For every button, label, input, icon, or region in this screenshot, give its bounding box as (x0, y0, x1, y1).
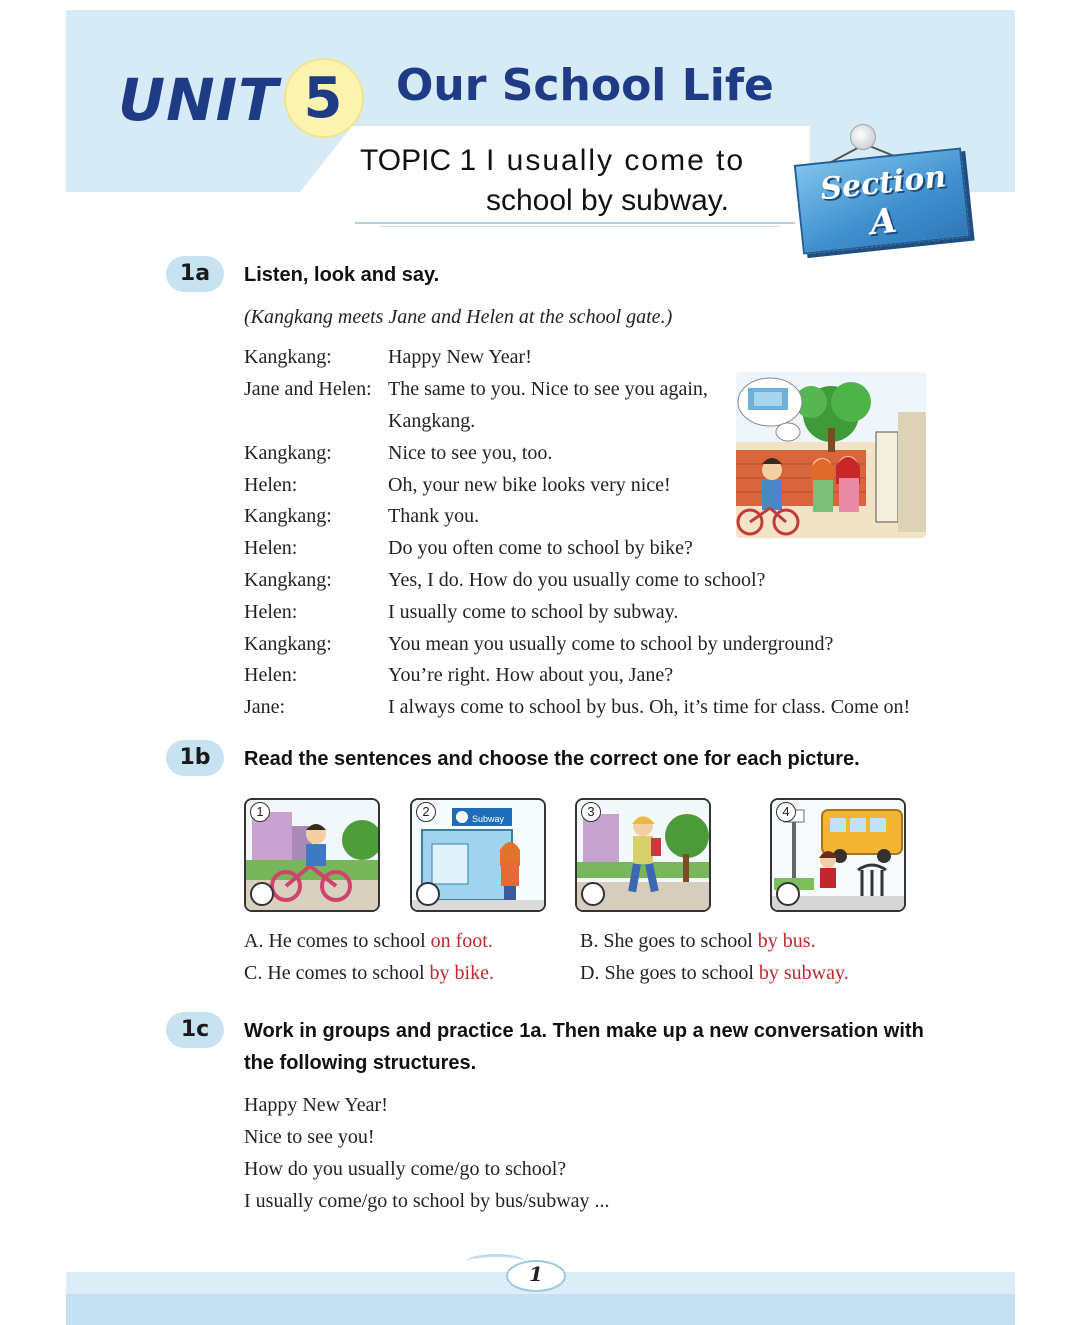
dialogue-line: I usually come to school by subway. (388, 601, 679, 623)
topic-title-line2: school by subway. (486, 184, 729, 217)
dialogue-speaker: Kangkang: (244, 569, 332, 591)
scene-note: (Kangkang meets Jane and Helen at the school gate.) (244, 306, 673, 328)
option-highlight: on foot (430, 930, 488, 952)
instruction-1a: Listen, look and say. (244, 264, 440, 286)
option-period: . (810, 930, 816, 952)
topic-title-line1: I usually come to (486, 144, 746, 177)
dialogue-line: Nice to see you, too. (388, 442, 553, 464)
unit-title: Our School Life (396, 60, 774, 111)
picture-number: 4 (776, 802, 796, 822)
dialogue-line: Do you often come to school by bike? (388, 537, 693, 559)
section-word: Section (818, 159, 948, 208)
option-period: . (487, 930, 493, 952)
option-text: A. He comes to school (244, 930, 431, 952)
topic-underline-secondary (380, 226, 780, 227)
topic-underline (355, 222, 795, 224)
header-notch (350, 126, 810, 236)
answer-circle[interactable] (416, 882, 440, 906)
dialogue-speaker: Helen: (244, 474, 298, 496)
dialogue-line: I always come to school by bus. Oh, it’s time for class. Come on! (388, 696, 911, 718)
dialogue-line: You mean you usually come to school by underground? (388, 633, 834, 655)
badge-1c: 1c (166, 1012, 224, 1048)
dialogue-speaker: Helen: (244, 601, 298, 623)
school-gate-scene-icon (736, 372, 926, 538)
dialogue-speaker: Kangkang: (244, 346, 332, 368)
picture-2 (410, 798, 546, 912)
unit-word: UNIT (118, 66, 279, 134)
option-highlight: by bike (429, 962, 489, 984)
answer-circle[interactable] (250, 882, 274, 906)
badge-1b: 1b (166, 740, 224, 776)
option-period: . (843, 962, 849, 984)
instruction-1c-line2: the following structures. (244, 1052, 477, 1074)
subway-sign-text: Subway (472, 814, 505, 824)
option-d (580, 962, 849, 985)
option-text: C. He comes to school (244, 962, 430, 984)
picture-number: 2 (416, 802, 436, 822)
picture-number: 3 (581, 802, 601, 822)
structure-line: I usually come/go to school by bus/subway ... (244, 1190, 610, 1212)
option-b (580, 930, 816, 953)
section-letter: A (868, 200, 899, 244)
dialogue-line: Kangkang. (388, 410, 476, 432)
dialogue-line: Oh, your new bike looks very nice! (388, 474, 671, 496)
structure-line: Nice to see you! (244, 1126, 375, 1148)
badge-1a: 1a (166, 256, 224, 292)
dialogue-line: You’re right. How about you, Jane? (388, 664, 674, 686)
picture-number: 1 (250, 802, 270, 822)
dialogue-speaker: Kangkang: (244, 505, 332, 527)
picture-3 (575, 798, 711, 912)
dialogue-line: The same to you. Nice to see you again, (388, 378, 708, 400)
option-a (244, 930, 493, 953)
option-text: D. She goes to school (580, 962, 759, 984)
dialogue-line: Yes, I do. How do you usually come to school? (388, 569, 766, 591)
unit-number: 5 (303, 66, 343, 131)
dialogue-speaker: Jane: (244, 696, 286, 718)
page-number: 1 (529, 1262, 543, 1286)
pin-icon (850, 124, 876, 150)
dialogue-speaker: Helen: (244, 537, 298, 559)
dialogue-line: Happy New Year! (388, 346, 532, 368)
topic-label: TOPIC 1 (360, 144, 477, 177)
option-text: B. She goes to school (580, 930, 758, 952)
option-period: . (488, 962, 494, 984)
answer-circle[interactable] (581, 882, 605, 906)
dialogue-speaker: Helen: (244, 664, 298, 686)
instruction-1c-line1: Work in groups and practice 1a. Then make up a new conversation with (244, 1020, 924, 1042)
option-highlight: by bus (757, 930, 811, 952)
section-sign (790, 118, 980, 258)
structure-line: How do you usually come/go to school? (244, 1158, 567, 1180)
dialogue-speaker: Kangkang: (244, 633, 332, 655)
dialogue-speaker: Jane and Helen: (244, 378, 372, 400)
structure-line: Happy New Year! (244, 1094, 388, 1116)
dialogue-line: Thank you. (388, 505, 480, 527)
instruction-1b: Read the sentences and choose the correct one for each picture. (244, 748, 860, 770)
option-highlight: by subway (758, 962, 844, 984)
answer-circle[interactable] (776, 882, 800, 906)
dialogue-speaker: Kangkang: (244, 442, 332, 464)
picture-4 (770, 798, 906, 912)
option-c (244, 962, 494, 985)
section-sign-board (794, 147, 970, 254)
picture-1 (244, 798, 380, 912)
footer-band (66, 1294, 1015, 1325)
